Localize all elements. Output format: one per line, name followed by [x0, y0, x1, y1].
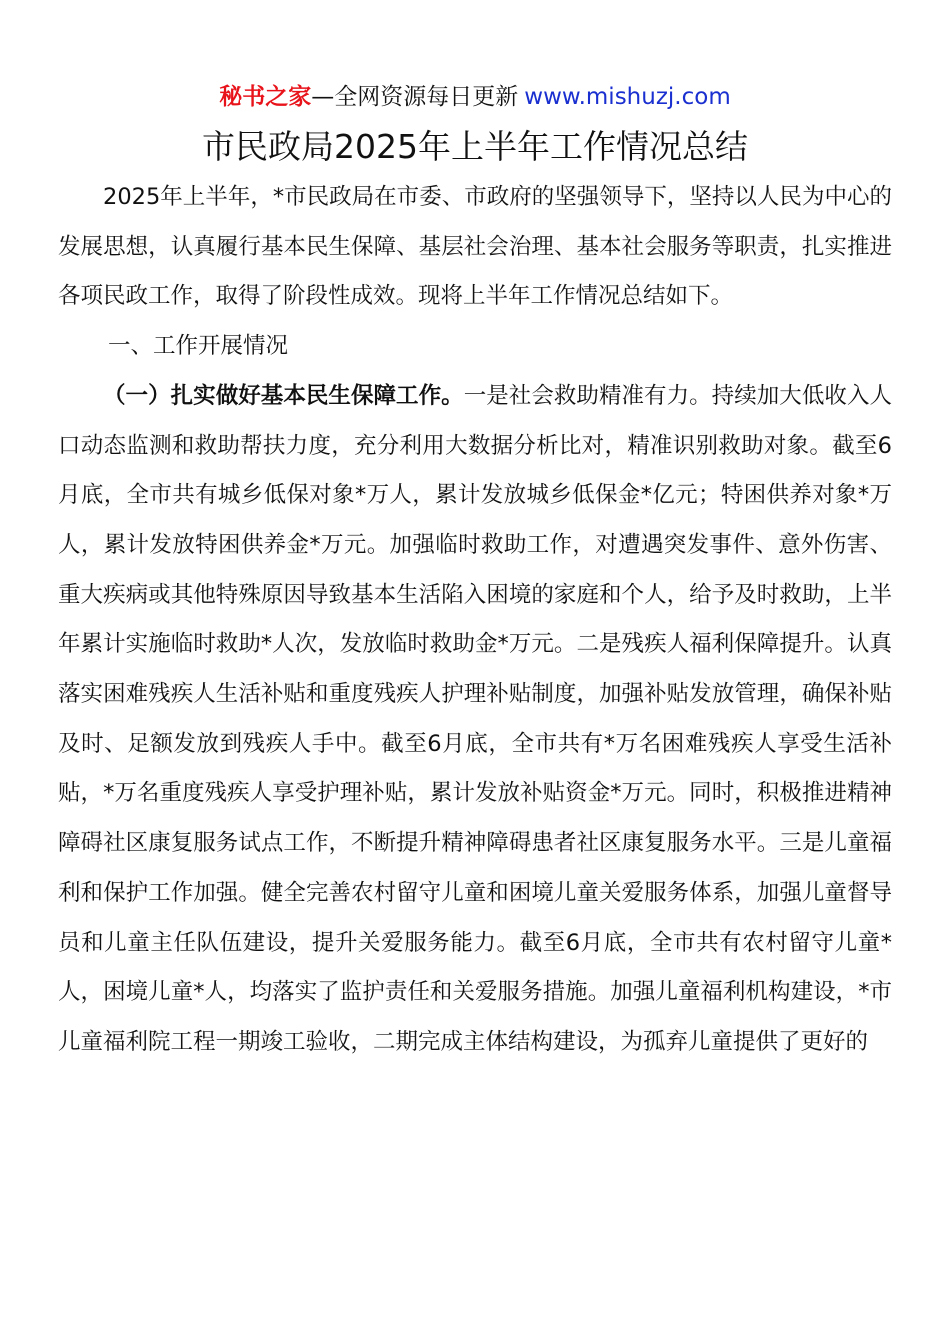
document-body — [58, 173, 892, 1068]
header-tagline: —全网资源每日更新 — [311, 84, 519, 110]
site-url[interactable]: www.mishuzj.com — [524, 84, 731, 110]
site-header — [0, 80, 950, 114]
brand-name: 秘书之家 — [219, 84, 312, 110]
document-title: 市民政局2025年上半年工作情况总结 — [202, 127, 748, 166]
subsection-paragraph — [58, 372, 892, 1068]
section-heading: 一、工作开展情况 — [108, 333, 289, 360]
subsection-heading: （一）扎实做好基本民生保障工作。 — [103, 382, 464, 409]
subsection-body: 一是社会救助精准有力。持续加大低收入人口动态监测和救助帮扶力度，充分利用大数据分析比对，精准识别救助对象。截至6月底，全市共有城乡低保对象*万人，累计发放城乡低保金*亿元；特困供养对象*万人，累计发放特困供养金*万元。加强临时救助工作，对遭遇突发事件、意外伤害、重大疾病或其他特殊原因导致基本生活陷入困境的家庭和个人，给予及时救助，上半年累计实施临时救助*人次，发放临时救助金*万元。二是残疾人福利保障提升。认真落实困难残疾人生活补贴和重度残疾人护理补贴制度，加强补贴发放管理，确保补贴及时、足额发放到残疾人手中。截至6月底，全市共有*万名困难残疾人享受生活补贴，*万名重度残疾人享受护理补贴，累计发放补贴资金*万元。同时，积极推进精神障碍社区康复服务试点工作，不断提升精神障碍患者社区康复服务水平。三是儿童福利和保护工作加强。健全完善农村留守儿童和困境儿童关爱服务体系，加强儿童督导员和儿童主任队伍建设，提升关爱服务能力。截至6月底，全市共有农村留守儿童*人，困境儿童*人，均落实了监护责任和关爱服务措施。加强儿童福利机构建设，*市儿童福利院工程一期竣工验收，二期完成主体结构建设，为孤弃儿童提供了更好的 — [58, 382, 892, 1055]
intro-paragraph: 2025年上半年，*市民政局在市委、市政府的坚强领导下，坚持以人民为中心的发展思想，认真履行基本民生保障、基层社会治理、基本社会服务等职责，扎实推进各项民政工作，取得了阶段性成效。现将上半年工作情况总结如下。 — [58, 184, 892, 310]
